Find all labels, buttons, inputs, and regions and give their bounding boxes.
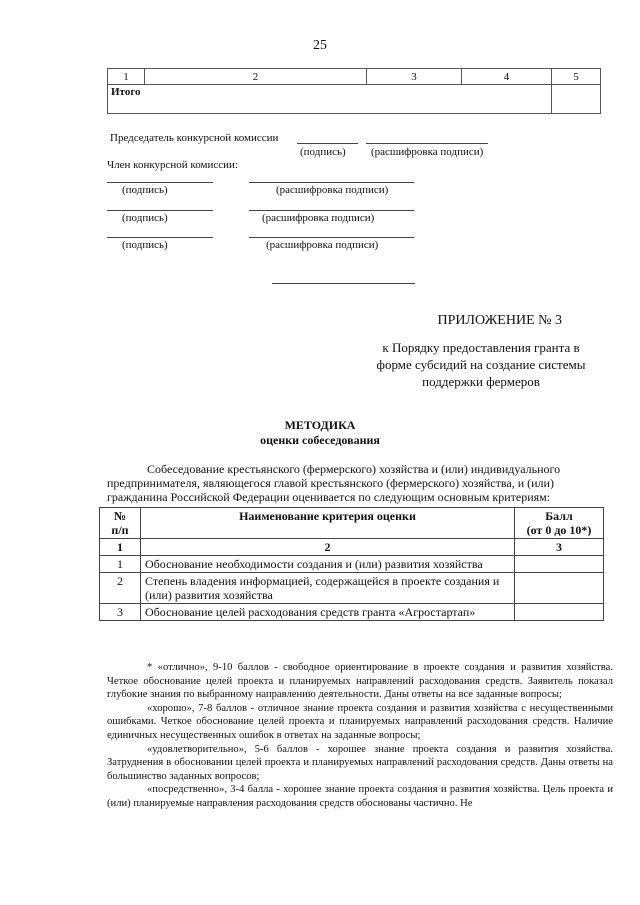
chairman-label: Председатель конкурсной комиссии [110, 132, 279, 144]
intro-paragraph [107, 462, 607, 504]
score-cell [515, 573, 604, 604]
table-header-row [108, 69, 601, 85]
row-number: 1 [100, 556, 141, 573]
decoding-caption: (расшифровка подписи) [276, 184, 389, 196]
decoding-line [366, 143, 488, 144]
signature-caption: (подпись) [300, 146, 346, 158]
footnote-satisfactory: «удовлетворительно», 5-6 баллов - хорошее знание проекта создания и развития хозяйства. Затруднения в обосновании целей проекта и планируемых направлений расходования средств. Даны ответы на большинство заданных вопросов; [107, 743, 613, 782]
row-number: 3 [100, 604, 141, 621]
footnote-excellent: * «отлично», 9-10 баллов - свободное ориентирование в проекте создания и развития хозяйства. Четкое обоснование целей проекта и планируемых направлений расходования средств. Заявитель показал глубокие знания по выбранному направлению деятельности. Даны ответы на все заданные вопросы; [107, 662, 613, 701]
separator-line [272, 283, 415, 284]
column-numbers-row [100, 539, 604, 556]
signature-line [107, 182, 213, 183]
signature-caption: (подпись) [122, 212, 168, 224]
table-cell: 1 [108, 69, 145, 85]
signature-line [297, 143, 358, 144]
appendix-subtitle-line: поддержки фермеров [422, 374, 540, 389]
decoding-line [249, 237, 414, 238]
table-cell: 2 [141, 539, 515, 556]
score-cell [515, 556, 604, 573]
criterion-text: Степень владения информацией, содержащейся в проекте создания и (или) развития хозяйства [141, 573, 515, 604]
intro-line: предпринимателя, являющегося главой крестьянского (фермерского) хозяйства, и (или) [107, 476, 554, 490]
footnotes [107, 661, 613, 811]
signature-caption: (подпись) [122, 184, 168, 196]
decoding-caption: (расшифровка подписи) [266, 239, 379, 251]
table-cell: 4 [462, 69, 552, 85]
decoding-line [249, 210, 414, 211]
method-subtitle: оценки собеседования [260, 433, 380, 447]
signature-line [107, 210, 213, 211]
table-row [100, 556, 604, 573]
signature-line [107, 237, 213, 238]
appendix-subtitle-line: форме субсидий на создание системы [376, 357, 586, 372]
appendix-subtitle-line: к Порядку предоставления гранта в [382, 340, 580, 355]
footnote-mediocre: «посредственно», 3-4 балла - хорошее знание проекта создания и развития хозяйства. Цель проекта и (или) планируемые направления расходования средств обоснованы частично. Не [107, 784, 613, 809]
table-cell: 3 [515, 539, 604, 556]
method-title: МЕТОДИКА [284, 418, 356, 432]
intro-line: гражданина Российской Федерации оценивается по следующим основным критериям: [107, 490, 551, 504]
table-cell: 3 [367, 69, 462, 85]
criterion-text: Обоснование целей расходования средств гранта «Агростартап» [141, 604, 515, 621]
signature-caption: (подпись) [122, 239, 168, 251]
table-cell: 5 [552, 69, 601, 85]
col-name-header: Наименование критерия оценки [141, 508, 515, 539]
criteria-table [99, 507, 604, 621]
table-cell: 1 [100, 539, 141, 556]
table-cell [552, 85, 601, 114]
criteria-header-row [100, 508, 604, 539]
criterion-text: Обоснование необходимости создания и (или) развития хозяйства [141, 556, 515, 573]
summary-table [107, 68, 601, 114]
col-number-header: № п/п [100, 508, 141, 539]
appendix-subtitle [350, 339, 612, 390]
member-label: Член конкурсной комиссии: [107, 159, 238, 171]
total-row [108, 85, 601, 114]
decoding-line [249, 182, 414, 183]
col-score-header: Балл (от 0 до 10*) [515, 508, 604, 539]
table-row [100, 604, 604, 621]
decoding-caption: (расшифровка подписи) [371, 146, 484, 158]
decoding-caption: (расшифровка подписи) [262, 212, 375, 224]
page-number: 25 [313, 38, 327, 53]
appendix-title: ПРИЛОЖЕНИЕ № 3 [437, 313, 562, 328]
footnote-good: «хорошо», 7-8 баллов - отличное знание проекта создания и развития хозяйства с несущественными ошибками. Четкое обоснование целей проекта и планируемых направлений расходования средств. Наличие единичных несущественных ошибок в ответах на заданные вопросы; [107, 702, 613, 741]
intro-line: Собеседование крестьянского (фермерского) хозяйства и (или) индивидуального [147, 462, 561, 476]
score-cell [515, 604, 604, 621]
table-cell: 2 [145, 69, 367, 85]
row-number: 2 [100, 573, 141, 604]
total-label: Итого [108, 85, 552, 114]
table-row [100, 573, 604, 604]
